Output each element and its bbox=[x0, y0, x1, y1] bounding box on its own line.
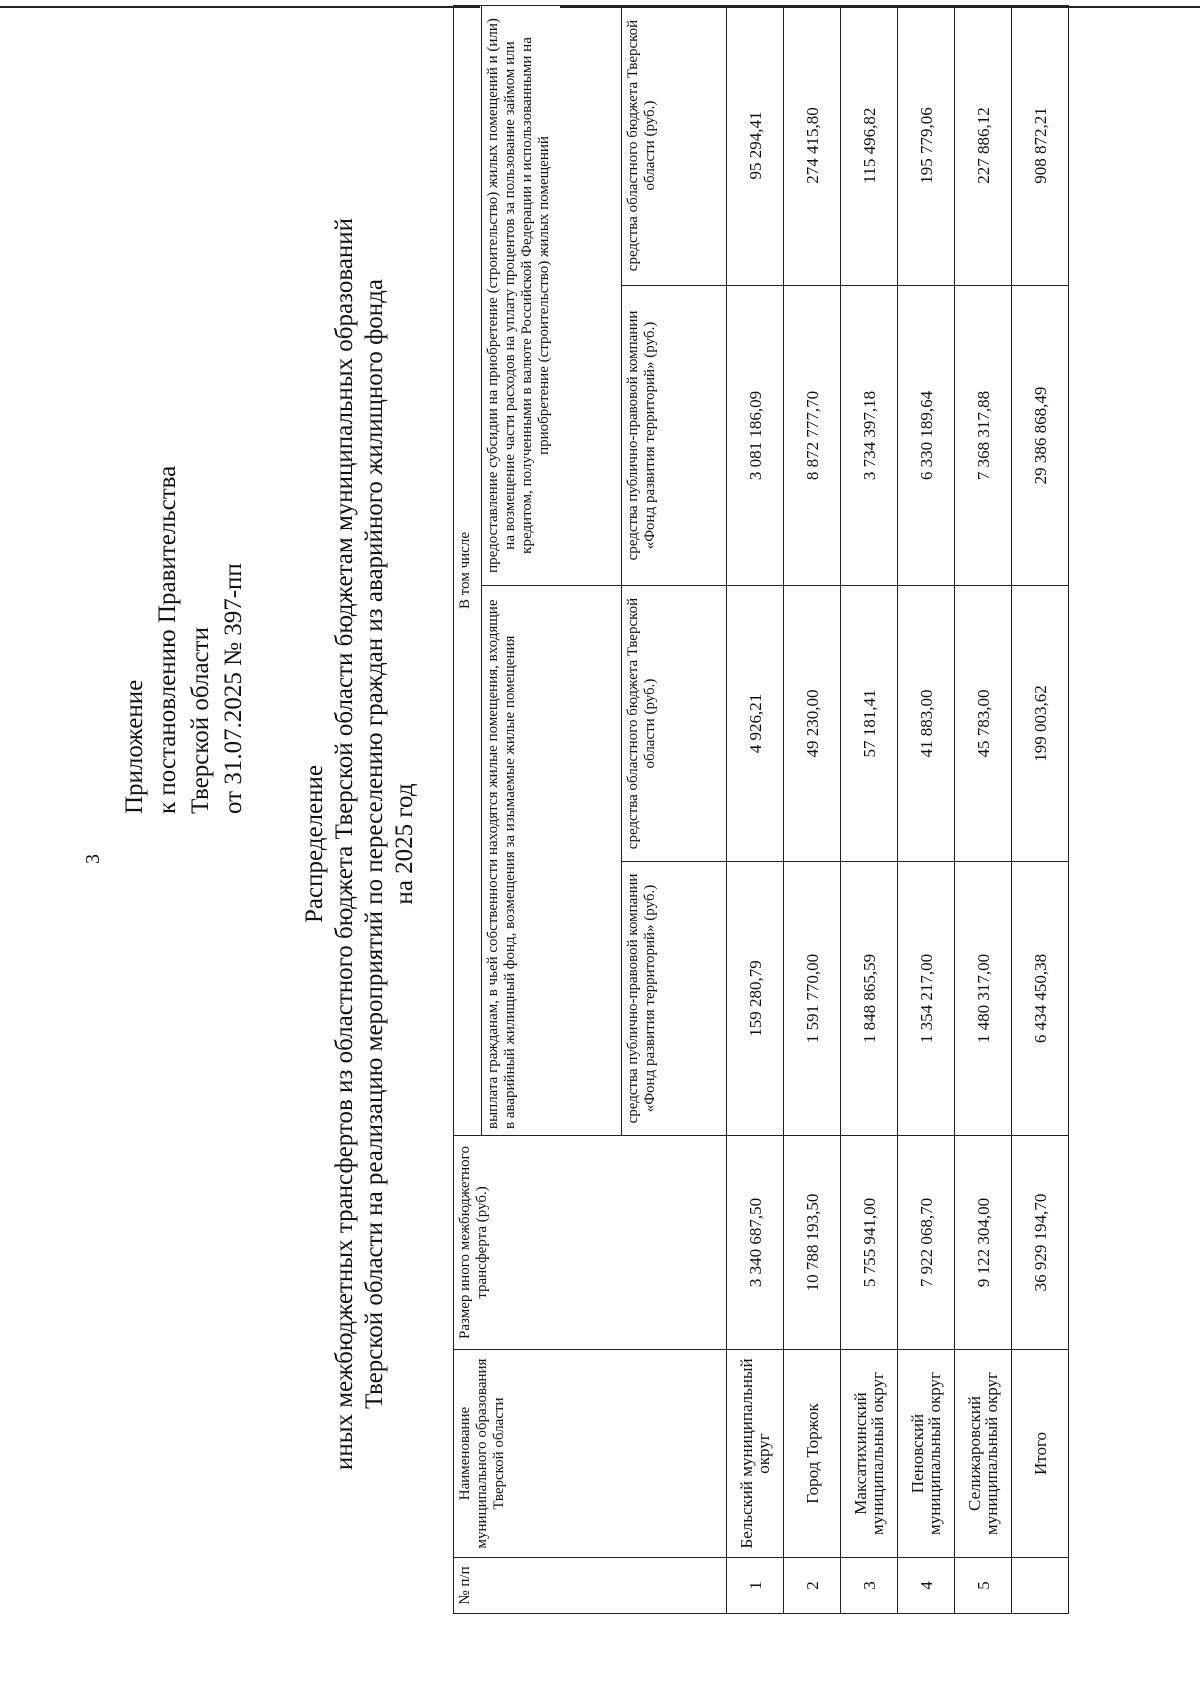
header-subsidy-fund: средства публично-правовой компании «Фонд развития территорий» (руб.) bbox=[622, 286, 727, 586]
subsidy-region-value: 115 496,82 bbox=[841, 5, 898, 285]
title-line-2: иных межбюджетных трансфертов из областного бюджета Тверской области бюджетам муниципальных образований bbox=[331, 217, 358, 1471]
row-number: 1 bbox=[727, 1558, 784, 1614]
municipality-name: Селижаровский муниципальный округ bbox=[955, 1350, 1012, 1558]
total-subsidy-fund: 29 386 868,49 bbox=[1012, 286, 1069, 586]
appendix-line-4: от 31.07.2025 № 397-пп bbox=[220, 563, 247, 814]
title-line-1: Распределение bbox=[301, 765, 328, 923]
title-line-3: Тверской области на реализацию мероприятий по переселению граждан из аварийного жилищного фонда bbox=[361, 279, 388, 1410]
total-label: Итого bbox=[1012, 1350, 1069, 1558]
header-no: № п/п bbox=[454, 1558, 727, 1614]
table-row bbox=[784, 5, 841, 1613]
header-subsidy: предоставление субсидии на приобретение (строительство) жилых помещений и (или) на возмещение части расходов на уплату процентов за пользование займом или кредитом, полученными в валюте Российской Федерации и использованными на приобретение (строительство) жилых помещений bbox=[482, 5, 622, 585]
payment-fund-value: 1 480 317,00 bbox=[955, 862, 1012, 1136]
subsidy-region-value: 227 886,12 bbox=[955, 5, 1012, 285]
payment-region-value: 57 181,41 bbox=[841, 586, 898, 862]
municipality-name: Город Торжок bbox=[784, 1350, 841, 1558]
payment-fund-value: 1 848 865,59 bbox=[841, 862, 898, 1136]
payment-fund-value: 1 591 770,00 bbox=[784, 862, 841, 1136]
total-subsidy-region: 908 872,21 bbox=[1012, 5, 1069, 285]
table-row bbox=[955, 5, 1012, 1613]
total-transfer-size: 36 929 194,70 bbox=[1012, 1136, 1069, 1350]
document-title bbox=[300, 194, 420, 1494]
municipality-name: Максатихинский муниципальный округ bbox=[841, 1350, 898, 1558]
table-row bbox=[727, 5, 784, 1613]
subsidy-region-value: 195 779,06 bbox=[898, 5, 955, 285]
header-name: Наименование муниципального образования Тверской области bbox=[454, 1350, 727, 1558]
transfer-size: 10 788 193,50 bbox=[784, 1136, 841, 1350]
header-including: В том числе bbox=[454, 5, 482, 1135]
payment-region-value: 49 230,00 bbox=[784, 586, 841, 862]
appendix-line-1: Приложение bbox=[121, 679, 148, 814]
payment-region-value: 4 926,21 bbox=[727, 586, 784, 862]
header-subsidy-region: средства областного бюджета Тверской области (руб.) bbox=[622, 5, 727, 285]
total-payment-region: 199 003,62 bbox=[1012, 586, 1069, 862]
transfer-size: 3 340 687,50 bbox=[727, 1136, 784, 1350]
table-row bbox=[841, 5, 898, 1613]
row-number: 5 bbox=[955, 1558, 1012, 1614]
row-number: 4 bbox=[898, 1558, 955, 1614]
table-row bbox=[898, 5, 955, 1613]
row-number: 3 bbox=[841, 1558, 898, 1614]
municipality-name: Бельский муниципальный округ bbox=[727, 1350, 784, 1558]
appendix-line-3: Тверской области bbox=[187, 627, 214, 814]
payment-region-value: 41 883,00 bbox=[898, 586, 955, 862]
subsidy-region-value: 95 294,41 bbox=[727, 5, 784, 285]
total-empty-cell bbox=[1012, 1558, 1069, 1614]
distribution-table bbox=[453, 5, 1069, 1614]
total-payment-fund: 6 434 450,38 bbox=[1012, 862, 1069, 1136]
header-payment-fund: средства публично-правовой компании «Фонд развития территорий» (руб.) bbox=[622, 862, 727, 1136]
subsidy-region-value: 274 415,80 bbox=[784, 5, 841, 285]
header-payment: выплата гражданам, в чьей собственности находятся жилые помещения, входящие в аварийный жилищный фонд, возмещения за изымаемые жилые помещения bbox=[482, 586, 622, 1136]
payment-fund-value: 159 280,79 bbox=[727, 862, 784, 1136]
total-row bbox=[1012, 5, 1069, 1613]
row-number: 2 bbox=[784, 1558, 841, 1614]
transfer-size: 5 755 941,00 bbox=[841, 1136, 898, 1350]
header-size: Размер иного межбюджетного трансферта (руб.) bbox=[454, 1136, 727, 1350]
appendix-line-2: к постановлению Правительства bbox=[154, 465, 181, 814]
title-line-4: на 2025 год bbox=[391, 783, 418, 905]
payment-region-value: 45 783,00 bbox=[955, 586, 1012, 862]
transfer-size: 9 122 304,00 bbox=[955, 1136, 1012, 1350]
transfer-size: 7 922 068,70 bbox=[898, 1136, 955, 1350]
subsidy-fund-value: 6 330 189,64 bbox=[898, 286, 955, 586]
subsidy-fund-value: 3 081 186,09 bbox=[727, 286, 784, 586]
payment-fund-value: 1 354 217,00 bbox=[898, 862, 955, 1136]
municipality-name: Пеновский муниципальный округ bbox=[898, 1350, 955, 1558]
header-payment-region: средства областного бюджета Тверской области (руб.) bbox=[622, 586, 727, 862]
page-number: 3 bbox=[82, 854, 104, 864]
subsidy-fund-value: 3 734 397,18 bbox=[841, 286, 898, 586]
appendix-block bbox=[118, 466, 250, 814]
subsidy-fund-value: 8 872 777,70 bbox=[784, 286, 841, 586]
subsidy-fund-value: 7 368 317,88 bbox=[955, 286, 1012, 586]
